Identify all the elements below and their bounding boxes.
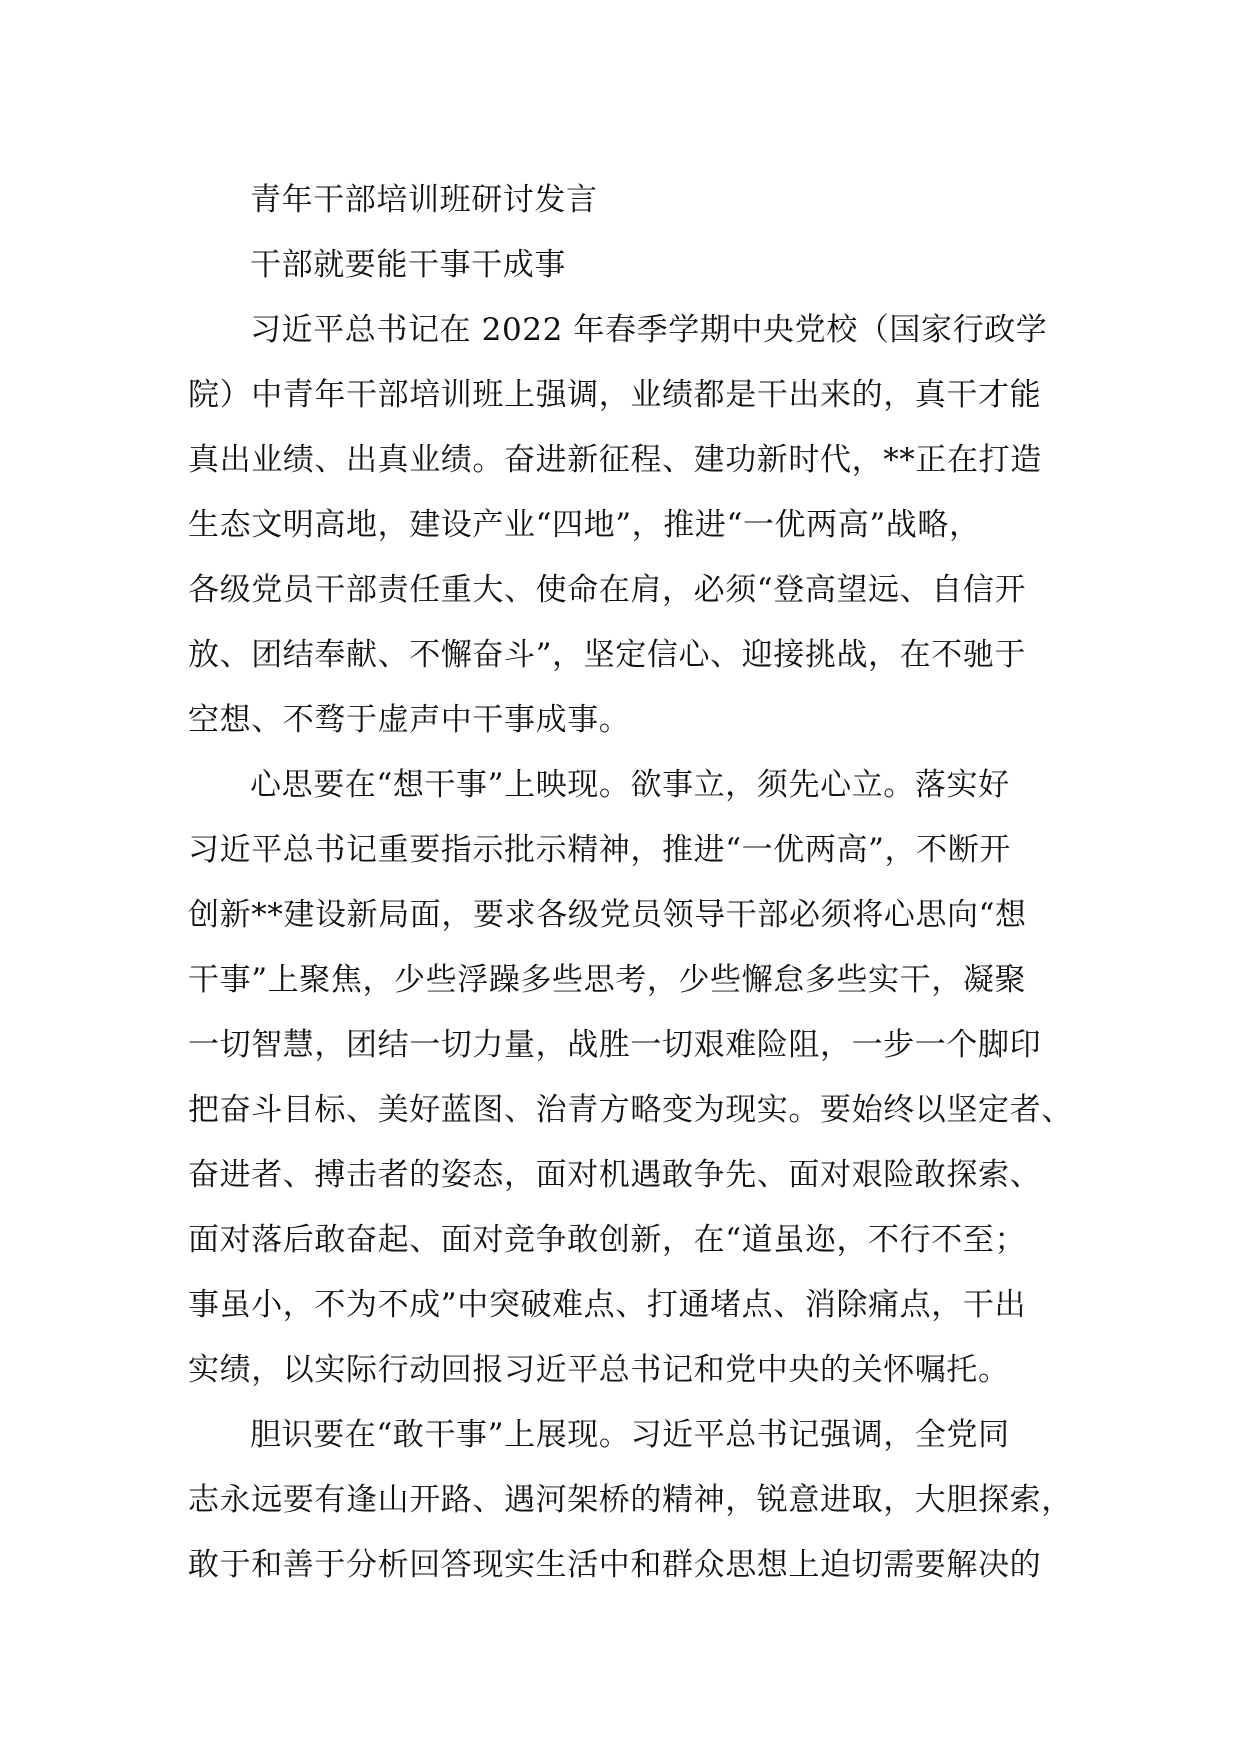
paragraph-line: 志永远要有逢山开路、遇河架桥的精神，锐意进取，大胆探索， (188, 1482, 1073, 1518)
paragraph-line: 习近平总书记重要指示批示精神，推进“一优两高”，不断开 (188, 832, 1011, 868)
paragraph-line: 院）中青年干部培训班上强调，业绩都是干出来的，真干才能 (188, 377, 1042, 413)
document-title: 青年干部培训班研讨发言 (250, 182, 598, 218)
paragraph-line: 实绩，以实际行动回报习近平总书记和党中央的关怀嘱托。 (188, 1352, 1010, 1388)
paragraph-line: 各级党员干部责任重大、使命在肩，必须“登高望远、自信开 (188, 572, 1027, 608)
paragraph-line: 放、团结奉献、不懈奋斗”，坚定信心、迎接挑战，在不驰于 (188, 637, 1027, 673)
document-subtitle: 干部就要能干事干成事 (250, 247, 566, 283)
paragraph-line: 习近平总书记在 2022 年春季学期中央党校（国家行政学 (250, 312, 1048, 348)
paragraph-line: 敢于和善于分析回答现实生活中和群众思想上迫切需要解决的 (188, 1547, 1042, 1583)
paragraph-line: 创新**建设新局面，要求各级党员领导干部必须将心思向“想 (188, 897, 1027, 933)
paragraph-line: 一切智慧，团结一切力量，战胜一切艰难险阻，一步一个脚印 (188, 1027, 1042, 1063)
paragraph-line: 真出业绩、出真业绩。奋进新征程、建功新时代，**正在打造 (188, 442, 1042, 478)
paragraph-line: 心思要在“想干事”上映现。欲事立，须先心立。落实好 (250, 767, 1010, 803)
paragraph-line: 事虽小，不为不成”中突破难点、打通堵点、消除痛点，干出 (188, 1287, 1027, 1323)
paragraph-line: 生态文明高地，建设产业“四地”，推进“一优两高”战略， (188, 507, 981, 543)
paragraph-line: 干事”上聚焦，少些浮躁多些思考，少些懈怠多些实干，凝聚 (188, 962, 1027, 998)
paragraph-line: 把奋斗目标、美好蓝图、治青方略变为现实。要始终以坚定者、 (188, 1092, 1073, 1128)
paragraph-line: 奋进者、搏击者的姿态，面对机遇敢争先、面对艰险敢探索、 (188, 1157, 1042, 1193)
paragraph-line: 空想、不骛于虚声中干事成事。 (188, 702, 631, 738)
paragraph-line: 胆识要在“敢干事”上展现。习近平总书记强调，全党同 (250, 1417, 1010, 1453)
paragraph-2 (188, 753, 1073, 1403)
paragraph-1 (188, 298, 1058, 753)
paragraph-line: 面对落后敢奋起、面对竞争敢创新，在“道虽迩，不行不至； (188, 1222, 1027, 1258)
document-body (188, 168, 1073, 1598)
paragraph-3 (188, 1403, 1073, 1598)
